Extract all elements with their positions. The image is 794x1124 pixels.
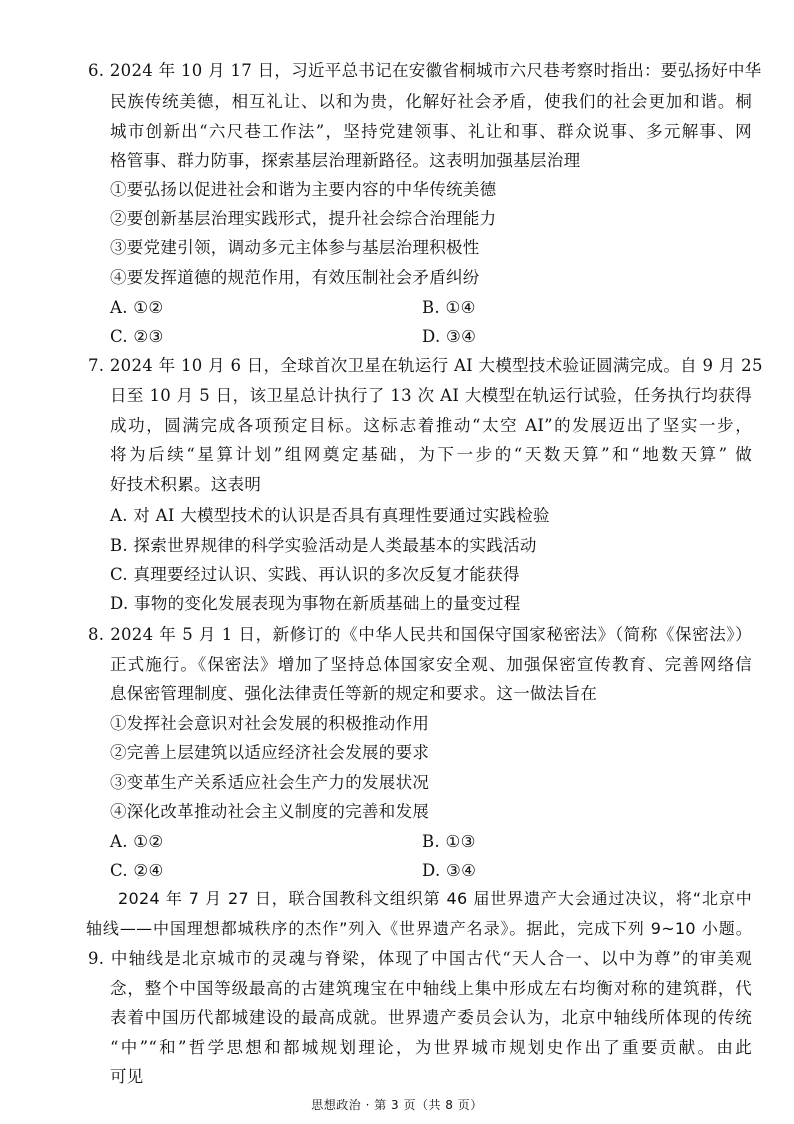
question-6-option-c: C. ②③ bbox=[110, 327, 164, 346]
question-8-option-d: D. ③④ bbox=[422, 861, 477, 880]
question-6-stem-line: 民族传统美德，相互礼让、以和为贵，化解好社会矛盾，使我们的社会更加和谐。桐 bbox=[110, 92, 752, 111]
question-8-item: ②完善上层建筑以适应经济社会发展的要求 bbox=[110, 743, 430, 762]
question-9-stem-line: “中”“和”哲学思想和都城规划理论，为世界城市规划史作出了重要贡献。由此 bbox=[110, 1038, 752, 1057]
question-8-stem-line: 息保密管理制度、强化法律责任等新的规定和要求。这一做法旨在 bbox=[110, 684, 598, 703]
question-7-stem-line: 日至 10 月 5 日，该卫星总计执行了 13 次 AI 大模型在轨运行试验，任务执行均获得 bbox=[110, 386, 752, 405]
question-9-stem-line: 表着中国历代都城建设的最高成就。世界遗产委员会认为，北京中轴线所体现的传统 bbox=[110, 1008, 752, 1027]
question-8-option-b: B. ①③ bbox=[422, 832, 476, 851]
material-intro-line: 轴线——中国理想都城秩序的杰作”列入《世界遗产名录》。据此，完成下列 9~10 小题。 bbox=[86, 919, 752, 938]
question-8-option-a: A. ①② bbox=[110, 832, 164, 851]
question-7-option-b: B. 探索世界规律的科学实验活动是人类最基本的实践活动 bbox=[110, 536, 537, 555]
page-footer: 思想政治 · 第 3 页（共 8 页） bbox=[311, 1098, 483, 1112]
question-6-item: ①要弘扬以促进社会和谐为主要内容的中华传统美德 bbox=[110, 180, 497, 199]
question-6-stem-line: 格管事、群力防事，探索基层治理新路径。这表明加强基层治理 bbox=[110, 151, 581, 170]
question-8-stem-line: 8. 2024 年 5 月 1 日，新修订的《中华人民共和国保守国家秘密法》（简称《保密法》） bbox=[88, 625, 752, 644]
question-6-option-a: A. ①② bbox=[110, 298, 164, 317]
question-6-item: ③要党建引领，调动多元主体参与基层治理积极性 bbox=[110, 238, 480, 257]
question-9-stem-line: 念，整个中国等级最高的古建筑瑰宝在中轴线上集中形成左右均衡对称的建筑群，代 bbox=[110, 979, 752, 998]
question-9-stem-line: 9. 中轴线是北京城市的灵魂与脊梁，体现了中国古代“天人合一、以中为尊”的审美观 bbox=[88, 949, 752, 968]
question-8-item: ①发挥社会意识对社会发展的积极推动作用 bbox=[110, 714, 430, 733]
question-6-stem-line: 6. 2024 年 10 月 17 日，习近平总书记在安徽省桐城市六尺巷考察时指出：要弘扬好中华 bbox=[88, 61, 762, 80]
question-7-stem-line: 7. 2024 年 10 月 6 日，全球首次卫星在轨运行 AI 大模型技术验证圆满完成。自 9 月 25 bbox=[88, 356, 763, 375]
question-6-option-d: D. ③④ bbox=[422, 327, 477, 346]
question-8-item: ④深化改革推动社会主义制度的完善和发展 bbox=[110, 802, 430, 821]
question-7-option-a: A. 对 AI 大模型技术的认识是否具有真理性要通过实践检验 bbox=[110, 506, 550, 525]
question-6-item: ②要创新基层治理实践形式，提升社会综合治理能力 bbox=[110, 209, 497, 228]
question-7-option-d: D. 事物的变化发展表现为事物在新质基础上的量变过程 bbox=[110, 594, 521, 613]
question-6-item: ④要发挥道德的规范作用，有效压制社会矛盾纠纷 bbox=[110, 268, 480, 287]
question-9-stem-line: 可见 bbox=[110, 1067, 144, 1086]
question-8-stem-line: 正式施行。《保密法》增加了坚持总体国家安全观、加强保密宣传教育、完善网络信 bbox=[110, 655, 752, 674]
question-6-option-b: B. ①④ bbox=[422, 298, 476, 317]
question-8-option-c: C. ②④ bbox=[110, 861, 164, 880]
question-8-item: ③变革生产关系适应社会生产力的发展状况 bbox=[110, 773, 430, 792]
question-6-stem-line: 城市创新出“六尺巷工作法”，坚持党建领事、礼让和事、群众说事、多元解事、网 bbox=[110, 122, 752, 141]
question-7-option-c: C. 真理要经过认识、实践、再认识的多次反复才能获得 bbox=[110, 565, 520, 584]
question-7-stem-line: 好技术积累。这表明 bbox=[110, 475, 262, 494]
material-intro-line: 2024 年 7 月 27 日，联合国教科文组织第 46 届世界遗产大会通过决议，将“北京中 bbox=[118, 889, 752, 908]
question-7-stem-line: 成功，圆满完成各项预定目标。这标志着推动“太空 AI”的发展迈出了坚实一步， bbox=[110, 416, 752, 435]
question-7-stem-line: 将为后续“星算计划”组网奠定基础，为下一步的“天数天算”和“地数天算” 做 bbox=[110, 445, 752, 464]
